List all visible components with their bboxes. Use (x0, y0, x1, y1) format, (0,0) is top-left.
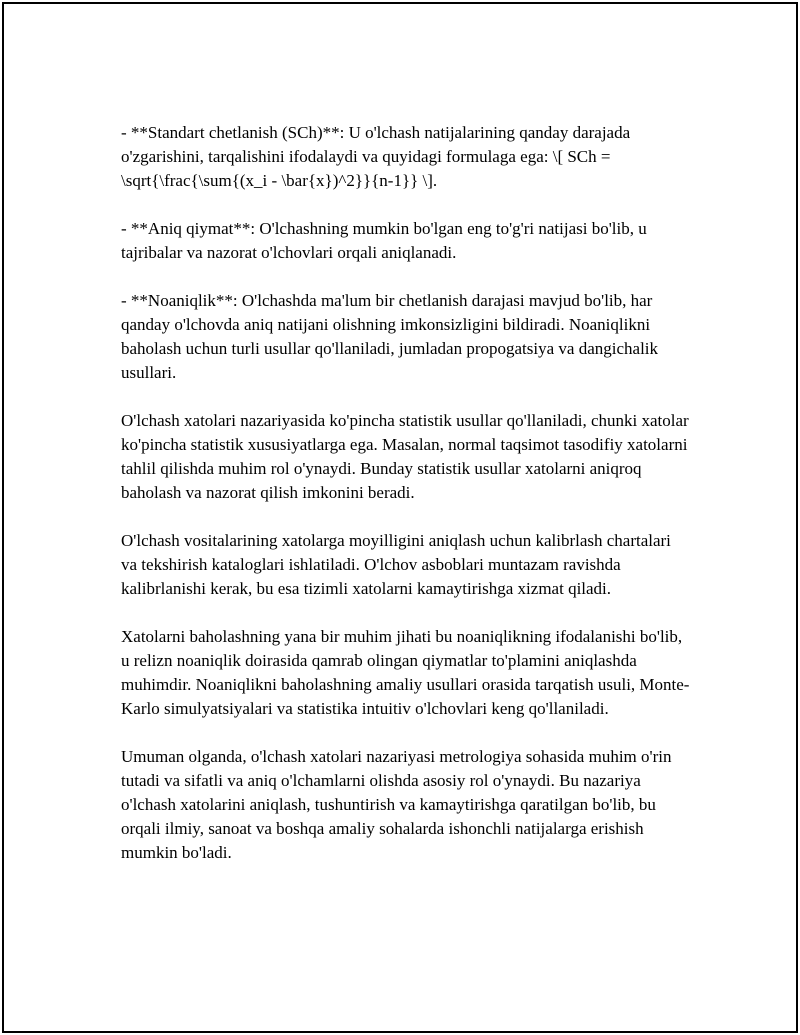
paragraph-statistical-methods: O'lchash xatolari nazariyasida ko'pincha statistik usullar qo'llaniladi, chunki xatolar ko'pincha statistik xususiyatlarga ega. Masalan, normal taqsimot tasodifiy xatolarni tahlil qilishda muhim rol o'ynaydi. Bunday statistik usullar xatolarni aniqroq baholash va nazorat qilish imkonini beradi. (121, 411, 689, 502)
paragraph-conclusion: Umuman olganda, o'lchash xatolari nazariyasi metrologiya sohasida muhim o'rin tutadi va sifatli va aniq o'lchamlarni olishda asosiy rol o'ynaydi. Bu nazariya o'lchash xatolarini aniqlash, tushuntirish va kamaytirishga qaratilgan bo'lib, bu orqali ilmiy, sanoat va boshqa amaliy sohalarda ishonchli natijalarga erishish mumkin bo'ladi. (121, 747, 672, 862)
paragraph-calibration: O'lchash vositalarining xatolarga moyilligini aniqlash uchun kalibrlash chartalari va tekshirish kataloglari ishlatiladi. O'lchov asboblari muntazam ravishda kalibrlanishi kerak, bu esa tizimli xatolarni kamaytirishga xizmat qiladi. (121, 531, 671, 598)
document-body (121, 121, 691, 865)
paragraph-uncertainty-evaluation: Xatolarni baholashning yana bir muhim jihati bu noaniqlikning ifodalanishi bo'lib, u relizn noaniqlik doirasida qamrab olingan qiymatlar to'plamini aniqlashda muhimdir. Noaniqlikni baholashning amaliy usullari orasida tarqatish usuli, Monte-Karlo simulyatsiyalari va statistika intuitiv o'lchovlari keng qo'llaniladi. (121, 627, 690, 718)
paragraph-uncertainty: - **Noaniqlik**: O'lchashda ma'lum bir chetlanish darajasi mavjud bo'lib, har qanday o'lchovda aniq natijani olishning imkonsizligini bildiradi. Noaniqlikni baholash uchun turli usullar qo'llaniladi, jumladan propogatsiya va dangichalik usullari. (121, 291, 659, 382)
page-frame (2, 2, 798, 1033)
paragraph-true-value: - **Aniq qiymat**: O'lchashning mumkin bo'lgan eng to'g'ri natijasi bo'lib, u tajribalar va nazorat o'lchovlari orqali aniqlanadi. (121, 219, 647, 262)
paragraph-standard-deviation: - **Standart chetlanish (SCh)**: U o'lchash natijalarining qanday darajada o'zgarishini, tarqalishini ifodalaydi va quyidagi formulaga ega: \[ SCh = \sqrt{\frac{\sum{(x_i - \bar{x})^2}}{n-1}} \]. (121, 123, 631, 190)
